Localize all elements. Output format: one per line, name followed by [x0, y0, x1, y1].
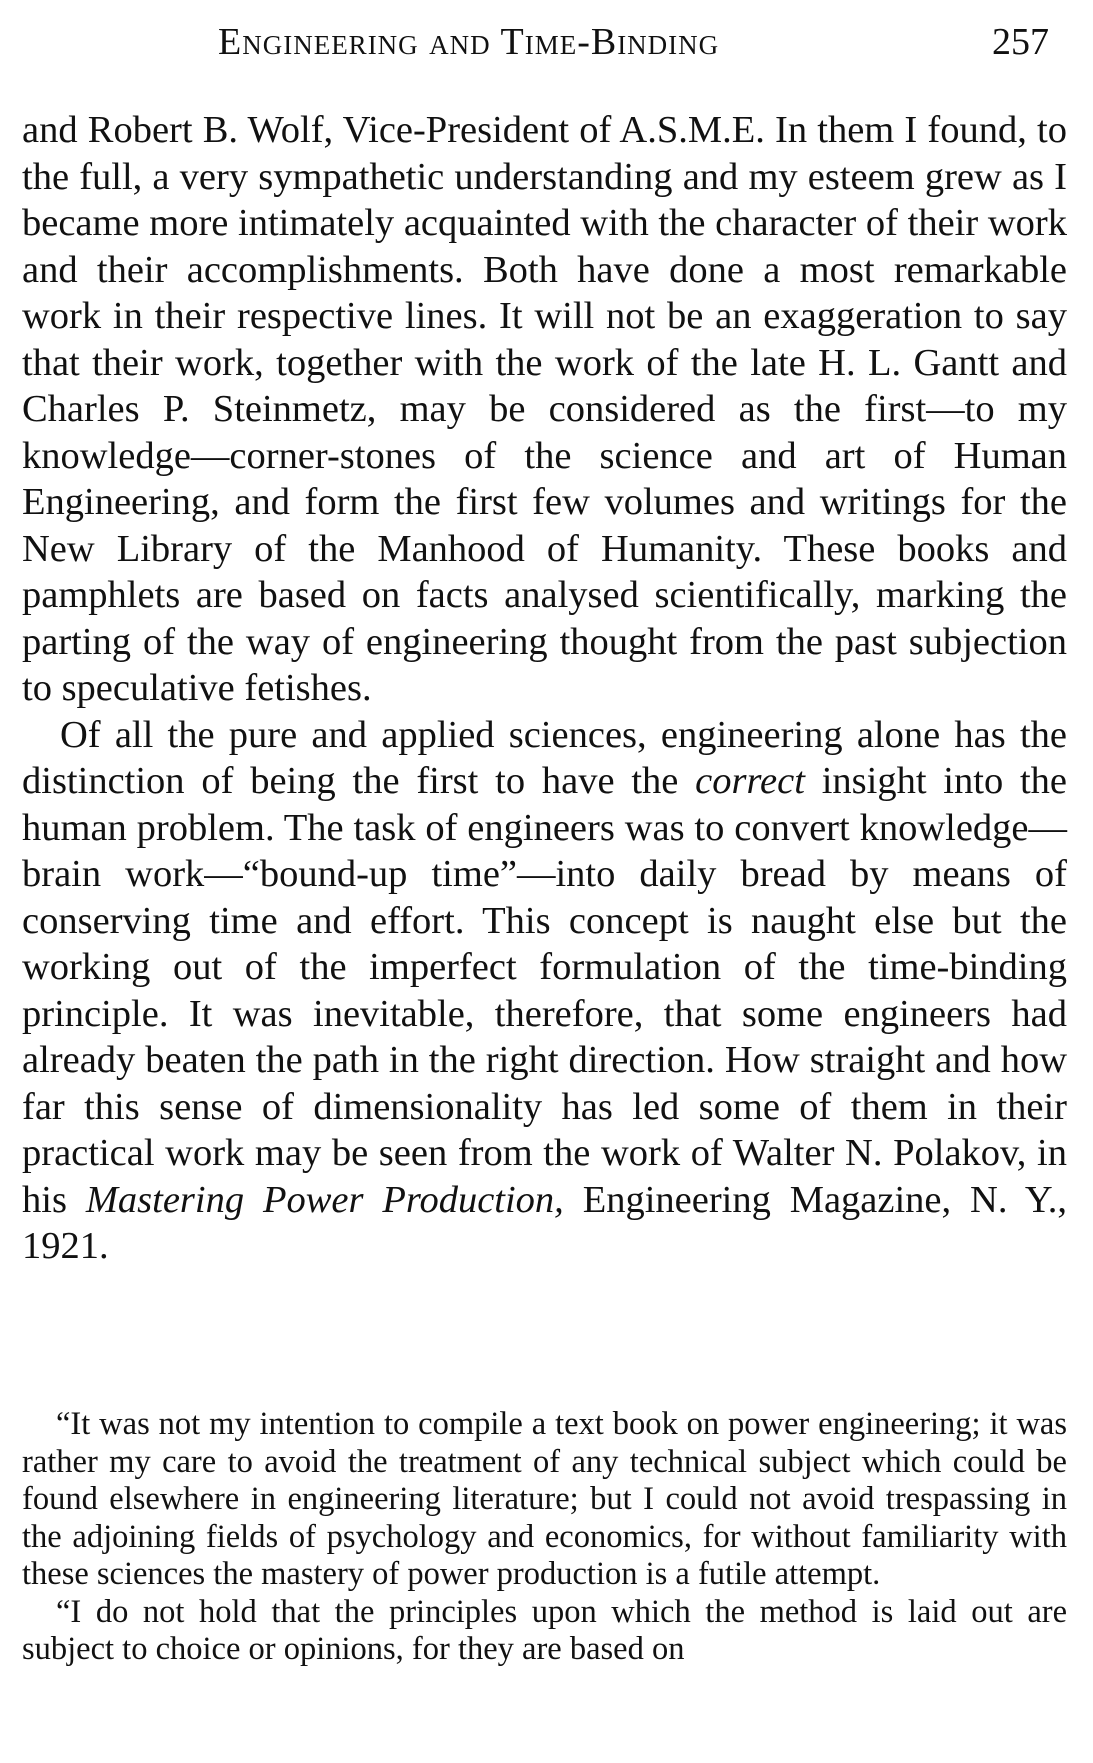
- body-text: [22, 107, 1067, 1270]
- paragraph-1: and Robert B. Wolf, Vice-President of A.S.M.E. In them I found, to the full, a very sympathetic understanding and my esteem grew as I became more intimately acquainted with the character of their work and their accomplishments. Both have done a most remarkable work in their respective lines. It will not be an exaggeration to say that their work, together with the work of the late H. L. Gantt and Charles P. Steinmetz, may be considered as the first—to my knowledge—corner-stones of the science and art of Human Engineering, and form the first few volumes and writings for the New Library of the Manhood of Humanity. These books and pamphlets are based on facts analysed scientifically, marking the parting of the way of engineering thought from the past subjection to speculative fetishes.: [22, 109, 1067, 709]
- quote-paragraph-2: “I do not hold that the principles upon which the method is laid out are subject to choice or opinions, for they are based on: [22, 1593, 1067, 1667]
- running-head: [0, 20, 1093, 70]
- running-title: Engineering and Time-Binding: [218, 21, 720, 63]
- block-quote: [22, 1406, 1067, 1669]
- paragraph-2-text-b: insight into the human problem. The task of engineers was to convert knowledge—brain work—“bound-up time”—into daily bread by means of conserving time and effort. This concept is naught else but the working out of the imperfect formulation of the time-binding principle. It was inevitable, therefore, that some engineers had already beaten the path in the right direction. How straight and how far this sense of dimensionality has led some of them in their practical work may be seen from the work of Walter N. Polakov, in his: [22, 760, 1068, 1221]
- page-number: 257: [992, 21, 1049, 63]
- paragraph-2-emphasis-correct: correct: [695, 760, 805, 802]
- book-title-mastering-power-production: Mastering Power Production,: [85, 1178, 564, 1221]
- paragraph-2-text-c: Engineering Magazine, N. Y., 1921.: [22, 1178, 1068, 1267]
- paragraph-2-text-a: Of all the pure and applied sciences, engineering alone has the distinction of being the first to have the: [22, 713, 1067, 802]
- quote-paragraph-1: “It was not my intention to compile a text book on power engineering; it was rather my care to avoid the treatment of any technical subject which could be found elsewhere in engineering literature; but I could not avoid trespassing in the adjoining fields of psychology and economics, for without familiarity with these sciences the mastery of power production is a futile attempt.: [22, 1406, 1067, 1592]
- paragraph-2: [22, 712, 1067, 1270]
